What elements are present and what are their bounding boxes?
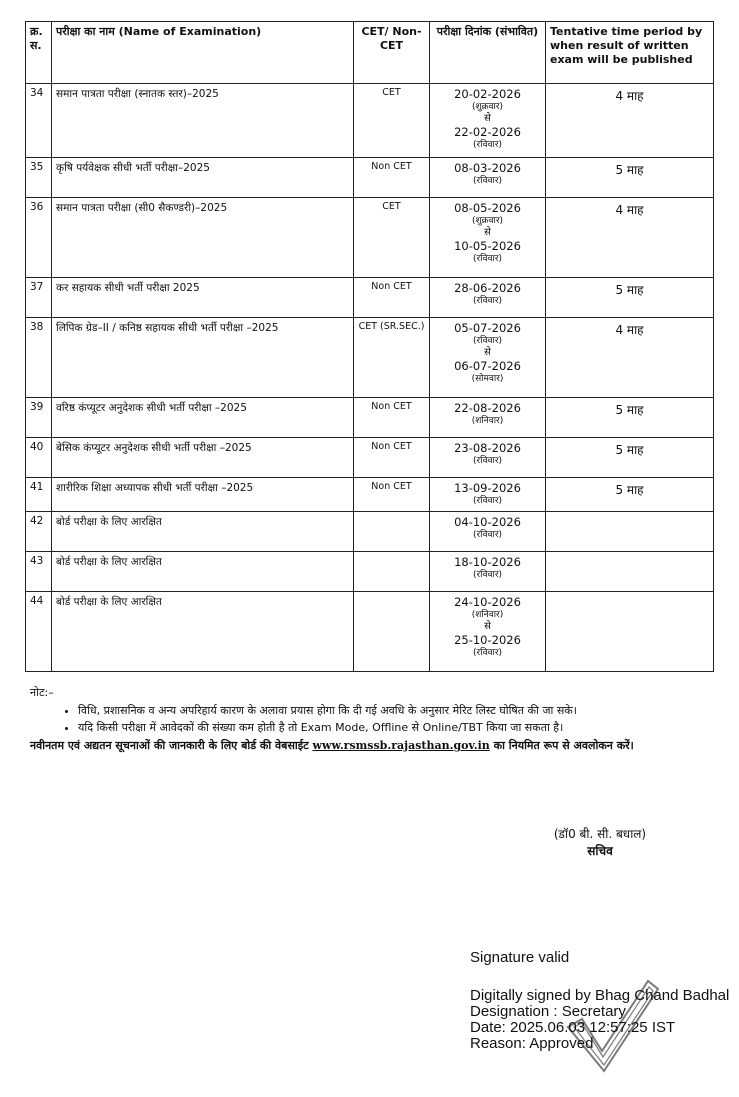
- day-text: (रविवार): [472, 296, 503, 306]
- designation-text: Designation : Secretary: [470, 1003, 626, 1020]
- exam-name-cell: समान पात्रता परीक्षा (स्नातक स्तर)–2025: [52, 84, 354, 158]
- exam-date-cell: [430, 552, 546, 592]
- result-period-cell: 5 माह: [546, 478, 714, 512]
- result-period-cell: [546, 512, 714, 552]
- exam-date-cell: [430, 278, 546, 318]
- exam-name-cell: लिपिक ग्रेड–II / कनिष्ठ सहायक सीधी भर्ती परीक्षा –2025: [52, 318, 354, 398]
- header-serial-number: क्र. स.: [26, 22, 52, 84]
- day-text: (शुक्रवार): [471, 102, 504, 112]
- table-header-row: [26, 22, 714, 84]
- serial-number-cell: 38: [26, 318, 52, 398]
- serial-number-cell: 36: [26, 198, 52, 278]
- exam-name-cell: कृषि पर्यवेक्षक सीधी भर्ती परीक्षा–2025: [52, 158, 354, 198]
- result-period-cell: 4 माह: [546, 318, 714, 398]
- website-notice-prefix: नवीनतम एवं अद्यतन सूचनाओं की जानकारी के लिए बोर्ड की वेबसाईट: [30, 739, 309, 752]
- cet-type-cell: [354, 512, 430, 552]
- date-text: 24-10-2026: [454, 595, 521, 609]
- exam-date-cell: [430, 478, 546, 512]
- exam-date-cell: [430, 438, 546, 478]
- cet-type-cell: Non CET: [354, 398, 430, 438]
- cet-type-cell: CET: [354, 84, 430, 158]
- notes-section: [30, 685, 720, 753]
- exam-date-cell: [430, 198, 546, 278]
- website-notice: [30, 738, 720, 753]
- date-text: 20-02-2026: [454, 87, 521, 101]
- signatory-title: सचिव: [587, 844, 613, 858]
- day-text: (शनिवार): [471, 416, 504, 426]
- date-text: 22-02-2026: [454, 125, 521, 139]
- result-period-cell: 4 माह: [546, 198, 714, 278]
- notes-list: [30, 703, 720, 736]
- exam-name-cell: वरिष्ठ कंप्यूटर अनुदेशक सीधी भर्ती परीक्षा –2025: [52, 398, 354, 438]
- exam-name-cell: समान पात्रता परीक्षा (सी0 सैकण्डरी)–2025: [52, 198, 354, 278]
- table-row: [26, 318, 714, 398]
- date-separator: से: [484, 347, 491, 358]
- day-text: (रविवार): [472, 496, 503, 506]
- day-text: (रविवार): [472, 456, 503, 466]
- header-exam-name: परीक्षा का नाम (Name of Examination): [52, 22, 354, 84]
- result-period-cell: 5 माह: [546, 438, 714, 478]
- header-cet: CET/ Non-CET: [354, 22, 430, 84]
- day-text: (शुक्रवार): [471, 216, 504, 226]
- serial-number-cell: 39: [26, 398, 52, 438]
- date-separator: से: [484, 621, 491, 632]
- serial-number-cell: 41: [26, 478, 52, 512]
- date-separator: से: [484, 113, 491, 124]
- cet-type-cell: [354, 552, 430, 592]
- exam-schedule-table: [25, 21, 714, 672]
- serial-number-cell: 35: [26, 158, 52, 198]
- table-row: [26, 552, 714, 592]
- notes-label: नोट:–: [30, 686, 54, 699]
- signatory-name: (डॉ0 बी. सी. बधाल): [553, 827, 647, 841]
- day-text: (रविवार): [472, 176, 503, 186]
- exam-name-cell: शारीरिक शिक्षा अध्यापक सीधी भर्ती परीक्षा –2025: [52, 478, 354, 512]
- exam-name-cell: कर सहायक सीधी भर्ती परीक्षा 2025: [52, 278, 354, 318]
- serial-number-cell: 42: [26, 512, 52, 552]
- result-period-cell: 4 माह: [546, 84, 714, 158]
- date-text: 08-03-2026: [454, 161, 521, 175]
- cet-type-cell: Non CET: [354, 158, 430, 198]
- note-item: • यदि किसी परीक्षा में आवेदकों की संख्या कम होती है तो Exam Mode, Offline से Online/TBT किया जा सकता है।: [78, 720, 720, 736]
- cet-type-cell: [354, 592, 430, 672]
- date-text: 28-06-2026: [454, 281, 521, 295]
- cet-type-cell: Non CET: [354, 278, 430, 318]
- signatory-block: [520, 826, 680, 860]
- table-row: [26, 478, 714, 512]
- date-text: 06-07-2026: [454, 359, 521, 373]
- table-row: [26, 84, 714, 158]
- cet-type-cell: CET: [354, 198, 430, 278]
- exam-name-cell: बोर्ड परीक्षा के लिए आरक्षित: [52, 592, 354, 672]
- result-period-cell: 5 माह: [546, 278, 714, 318]
- date-text: 04-10-2026: [454, 515, 521, 529]
- website-link[interactable]: www.rsmssb.rajasthan.gov.in: [312, 739, 490, 752]
- table-row: [26, 398, 714, 438]
- date-text: 13-09-2026: [454, 481, 521, 495]
- day-text: (रविवार): [472, 530, 503, 540]
- digital-signature-block: [470, 950, 730, 1052]
- day-text: (रविवार): [472, 570, 503, 580]
- date-text: 22-08-2026: [454, 401, 521, 415]
- day-text: (रविवार): [472, 336, 503, 346]
- serial-number-cell: 37: [26, 278, 52, 318]
- exam-date-cell: [430, 592, 546, 672]
- table-row: [26, 438, 714, 478]
- exam-name-cell: बेसिक कंप्यूटर अनुदेशक सीधी भर्ती परीक्षा –2025: [52, 438, 354, 478]
- table-row: [26, 512, 714, 552]
- serial-number-cell: 34: [26, 84, 52, 158]
- result-period-cell: 5 माह: [546, 398, 714, 438]
- table-body: [26, 84, 714, 672]
- date-text: 10-05-2026: [454, 239, 521, 253]
- header-result-period: Tentative time period by when result of written exam will be published: [546, 22, 714, 84]
- exam-date-cell: [430, 84, 546, 158]
- cet-type-cell: CET (SR.SEC.): [354, 318, 430, 398]
- date-text: 25-10-2026: [454, 633, 521, 647]
- sign-reason-text: Reason: Approved: [470, 1035, 594, 1052]
- note-item: • विधि, प्रशासनिक व अन्य अपरिहार्य कारण के अलावा प्रयास होगा कि दी गई अवधि के अनुसार मेरिट लिस्ट घोषित की जा सके।: [78, 703, 720, 719]
- day-text: (शनिवार): [471, 610, 504, 620]
- table-row: [26, 592, 714, 672]
- result-period-cell: 5 माह: [546, 158, 714, 198]
- serial-number-cell: 43: [26, 552, 52, 592]
- exam-date-cell: [430, 318, 546, 398]
- exam-name-cell: बोर्ड परीक्षा के लिए आरक्षित: [52, 552, 354, 592]
- day-text: (रविवार): [472, 140, 503, 150]
- signed-by-text: Digitally signed by Bhag Chand Badhal: [470, 987, 730, 1004]
- date-text: 05-07-2026: [454, 321, 521, 335]
- day-text: (रविवार): [472, 648, 503, 658]
- date-text: 18-10-2026: [454, 555, 521, 569]
- serial-number-cell: 44: [26, 592, 52, 672]
- result-period-cell: [546, 552, 714, 592]
- cet-type-cell: Non CET: [354, 438, 430, 478]
- cet-type-cell: Non CET: [354, 478, 430, 512]
- website-notice-suffix: का नियमित रूप से अवलोकन करें।: [493, 739, 634, 752]
- day-text: (रविवार): [472, 254, 503, 264]
- date-text: 23-08-2026: [454, 441, 521, 455]
- table-row: [26, 278, 714, 318]
- table-row: [26, 158, 714, 198]
- date-text: 08-05-2026: [454, 201, 521, 215]
- day-text: (सोमवार): [471, 374, 504, 384]
- header-exam-date: परीक्षा दिनांक (संभावित): [430, 22, 546, 84]
- signature-valid-text: Signature valid: [470, 949, 570, 966]
- date-separator: से: [484, 227, 491, 238]
- sign-date-text: Date: 2025.06.03 12:57:25 IST: [470, 1019, 676, 1036]
- table-row: [26, 198, 714, 278]
- exam-name-cell: बोर्ड परीक्षा के लिए आरक्षित: [52, 512, 354, 552]
- serial-number-cell: 40: [26, 438, 52, 478]
- exam-date-cell: [430, 158, 546, 198]
- exam-date-cell: [430, 512, 546, 552]
- exam-date-cell: [430, 398, 546, 438]
- result-period-cell: [546, 592, 714, 672]
